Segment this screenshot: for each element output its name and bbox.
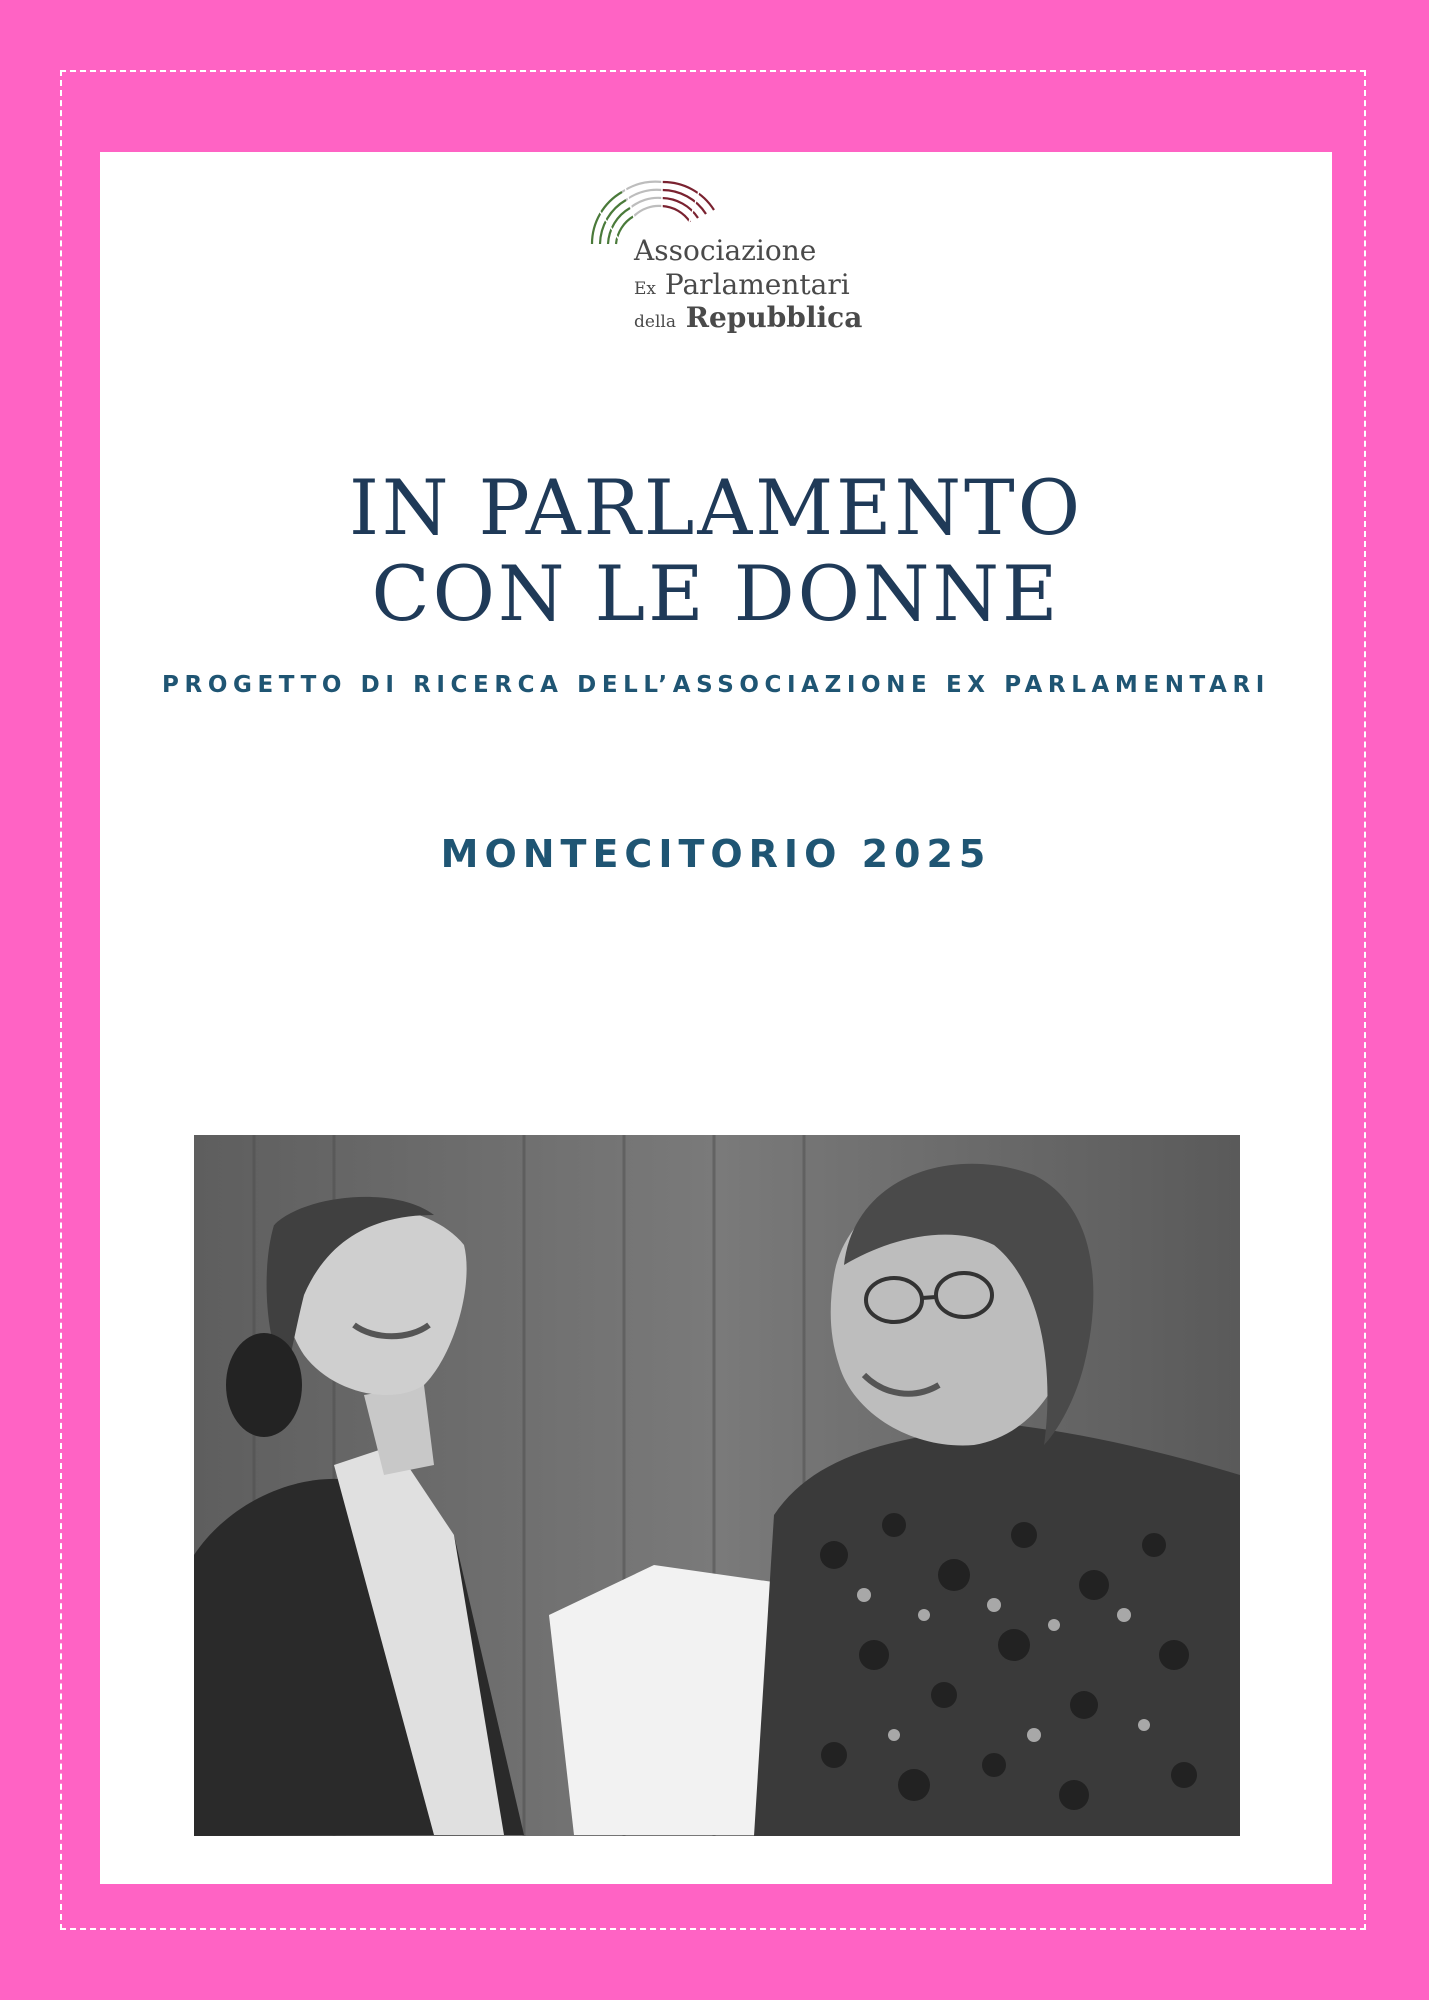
document-subtitle: PROGETTO DI RICERCA DELL’ASSOCIAZIONE EX PARLAMENTARI xyxy=(162,672,1270,698)
title-line2: CON LE DONNE xyxy=(371,549,1061,638)
logo-repubblica: Repubblica xyxy=(685,301,863,334)
logo-text-line3 xyxy=(634,301,862,334)
logo-prefix-ex: Ex xyxy=(634,279,656,299)
logo-parlamentari: Parlamentari xyxy=(664,268,850,301)
cover-photo xyxy=(194,1135,1240,1836)
logo-text-line1: Associazione xyxy=(634,234,817,267)
cover-page xyxy=(100,152,1332,1884)
title-line1: IN PARLAMENTO xyxy=(348,463,1084,552)
logo-text-line2 xyxy=(634,268,850,301)
two-women-photo-illustration xyxy=(194,1135,1240,1836)
association-logo xyxy=(582,170,863,334)
logo-prefix-della: della xyxy=(634,312,676,332)
place-and-year: MONTECITORIO 2025 xyxy=(440,832,992,876)
document-title xyxy=(100,465,1332,637)
